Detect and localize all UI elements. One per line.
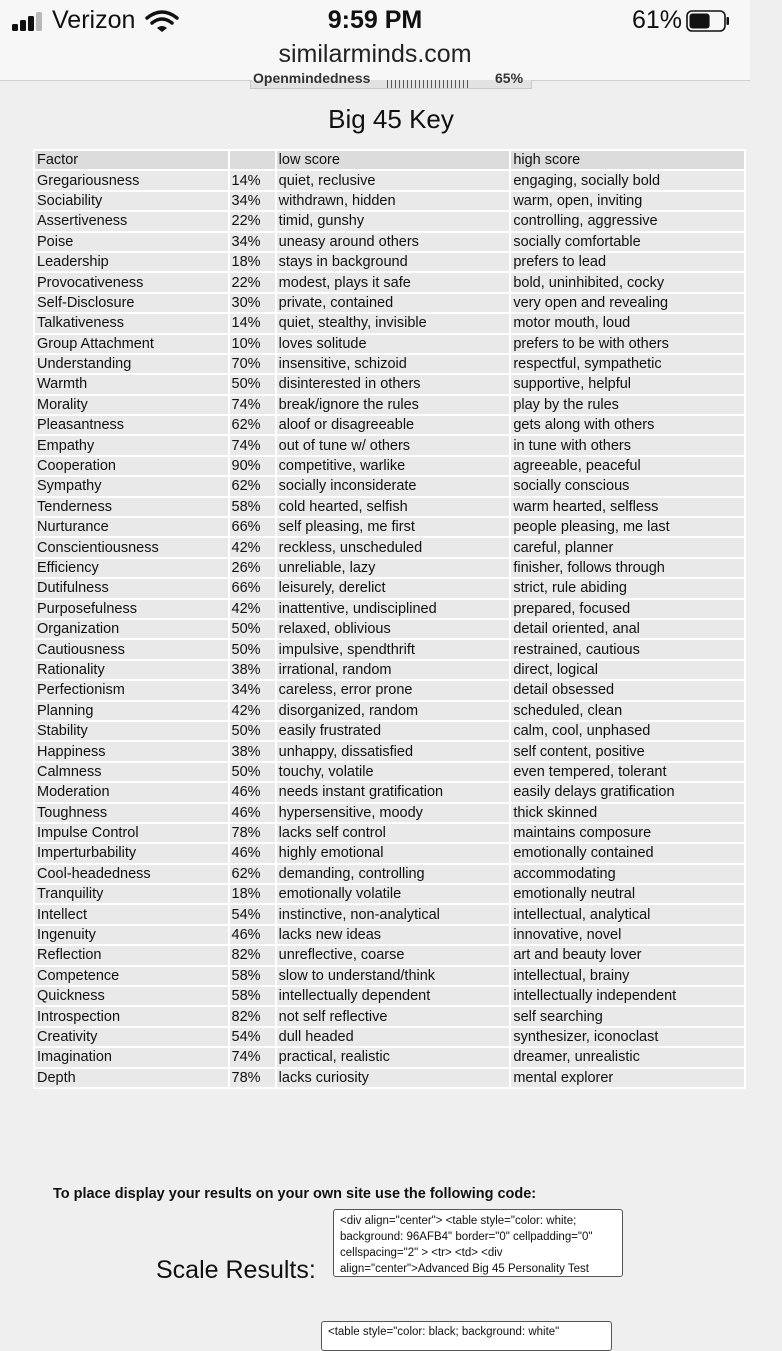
table-row [35,600,744,618]
high-score-cell: strict, rule abiding [511,579,744,597]
high-score-cell: self content, positive [511,742,744,760]
score-cell: 34% [230,681,275,699]
low-score-cell: quiet, reclusive [277,171,510,189]
low-score-cell: instinctive, non-analytical [277,905,510,923]
score-cell: 14% [230,314,275,332]
factor-cell: Purposefulness [35,600,228,618]
score-cell: 50% [230,763,275,781]
high-score-cell: bold, uninhibited, cocky [511,273,744,291]
low-score-cell: loves solitude [277,335,510,353]
table-row [35,844,744,862]
score-cell: 42% [230,600,275,618]
high-score-cell: warm, open, inviting [511,192,744,210]
factor-cell: Organization [35,620,228,638]
high-score-cell: even tempered, tolerant [511,763,744,781]
low-score-cell: unreliable, lazy [277,559,510,577]
table-row [35,722,744,740]
score-cell: 54% [230,1028,275,1046]
factor-cell: Self-Disclosure [35,294,228,312]
table-row [35,987,744,1005]
factor-cell: Gregariousness [35,171,228,189]
score-cell: 66% [230,579,275,597]
factor-cell: Ingenuity [35,926,228,944]
table-row [35,763,744,781]
table-row [35,681,744,699]
score-cell: 46% [230,844,275,862]
factor-cell: Efficiency [35,559,228,577]
low-score-cell: quiet, stealthy, invisible [277,314,510,332]
factor-cell: Sympathy [35,477,228,495]
high-score-cell: motor mouth, loud [511,314,744,332]
table-row [35,314,744,332]
factor-cell: Toughness [35,804,228,822]
score-cell: 78% [230,1069,275,1087]
score-cell: 14% [230,171,275,189]
key-table-body [35,171,744,1087]
factor-cell: Perfectionism [35,681,228,699]
high-score-cell: emotionally neutral [511,885,744,903]
table-row [35,640,744,658]
low-score-cell: unhappy, dissatisfied [277,742,510,760]
score-cell: 66% [230,518,275,536]
low-score-cell: easily frustrated [277,722,510,740]
score-cell: 46% [230,783,275,801]
table-row [35,926,744,944]
score-cell: 90% [230,457,275,475]
high-score-cell: restrained, cautious [511,640,744,658]
factor-cell: Morality [35,396,228,414]
table-row [35,335,744,353]
high-score-cell: socially conscious [511,477,744,495]
low-score-cell: socially inconsiderate [277,477,510,495]
header-factor: Factor [35,151,228,169]
high-score-cell: agreeable, peaceful [511,457,744,475]
header-score [230,151,275,169]
high-score-cell: careful, planner [511,538,744,556]
high-score-cell: gets along with others [511,416,744,434]
low-score-cell: highly emotional [277,844,510,862]
score-cell: 22% [230,273,275,291]
score-cell: 10% [230,335,275,353]
table-row [35,967,744,985]
table-row [35,1007,744,1025]
score-cell: 22% [230,212,275,230]
score-cell: 50% [230,620,275,638]
high-score-cell: in tune with others [511,436,744,454]
score-cell: 50% [230,375,275,393]
factor-cell: Imagination [35,1048,228,1066]
embed-instructions: To place display your results on your own site use the following code: [53,1186,537,1202]
factor-cell: Talkativeness [35,314,228,332]
factor-cell: Cooperation [35,457,228,475]
high-score-cell: synthesizer, iconoclast [511,1028,744,1046]
high-score-cell: self searching [511,1007,744,1025]
table-header-row [35,151,744,169]
low-score-cell: break/ignore the rules [277,396,510,414]
header-low-score: low score [277,151,510,169]
high-score-cell: intellectual, analytical [511,905,744,923]
high-score-cell: mental explorer [511,1069,744,1087]
score-cell: 78% [230,824,275,842]
high-score-cell: prefers to lead [511,253,744,271]
score-cell: 70% [230,355,275,373]
score-cell: 46% [230,804,275,822]
factor-cell: Depth [35,1069,228,1087]
table-row [35,661,744,679]
high-score-cell: prefers to be with others [511,335,744,353]
factor-cell: Quickness [35,987,228,1005]
factor-cell: Planning [35,702,228,720]
low-score-cell: needs instant gratification [277,783,510,801]
high-score-cell: direct, logical [511,661,744,679]
low-score-cell: lacks self control [277,824,510,842]
low-score-cell: competitive, warlike [277,457,510,475]
table-row [35,579,744,597]
score-cell: 58% [230,498,275,516]
low-score-cell: modest, plays it safe [277,273,510,291]
factor-cell: Cool-headedness [35,865,228,883]
table-row [35,742,744,760]
score-cell: 26% [230,559,275,577]
low-score-cell: leisurely, derelict [277,579,510,597]
carrier-name: Verizon [52,6,136,34]
high-score-cell: detail obsessed [511,681,744,699]
score-cell: 62% [230,865,275,883]
table-row [35,1028,744,1046]
low-score-cell: withdrawn, hidden [277,192,510,210]
low-score-cell: reckless, unscheduled [277,538,510,556]
high-score-cell: supportive, helpful [511,375,744,393]
low-score-cell: cold hearted, selfish [277,498,510,516]
big45-key-table [33,149,746,1089]
table-row [35,1048,744,1066]
score-cell: 42% [230,538,275,556]
high-score-cell: engaging, socially bold [511,171,744,189]
low-score-cell: hypersensitive, moody [277,804,510,822]
table-row [35,436,744,454]
table-row [35,233,744,251]
low-score-cell: aloof or disagreeable [277,416,510,434]
low-score-cell: intellectually dependent [277,987,510,1005]
score-cell: 46% [230,926,275,944]
table-row [35,702,744,720]
factor-cell: Sociability [35,192,228,210]
high-score-cell: controlling, aggressive [511,212,744,230]
score-cell: 34% [230,233,275,251]
factor-cell: Stability [35,722,228,740]
factor-cell: Rationality [35,661,228,679]
score-cell: 62% [230,477,275,495]
table-row [35,416,744,434]
score-cell: 54% [230,905,275,923]
table-row [35,905,744,923]
table-row [35,253,744,271]
high-score-cell: calm, cool, unphased [511,722,744,740]
score-cell: 34% [230,192,275,210]
score-cell: 50% [230,722,275,740]
low-score-cell: timid, gunshy [277,212,510,230]
table-row [35,1069,744,1087]
factor-cell: Warmth [35,375,228,393]
high-score-cell: accommodating [511,865,744,883]
score-cell: 38% [230,661,275,679]
low-score-cell: careless, error prone [277,681,510,699]
factor-cell: Competence [35,967,228,985]
high-score-cell: scheduled, clean [511,702,744,720]
low-score-cell: inattentive, undisciplined [277,600,510,618]
scale-code-textarea[interactable]: <table style="color: black; background: white" [321,1321,612,1351]
factor-cell: Empathy [35,436,228,454]
embed-code-textarea[interactable]: <div align="center"> <table style="color: white; background: 96AFB4" border="0" cellpadding="0" cellspacing="2" > <tr> <td> <div align="center">Advanced Big 45 Personality Test [333,1209,623,1277]
table-row [35,355,744,373]
low-score-cell: self pleasing, me first [277,518,510,536]
table-row [35,273,744,291]
low-score-cell: relaxed, oblivious [277,620,510,638]
low-score-cell: not self reflective [277,1007,510,1025]
factor-cell: Tenderness [35,498,228,516]
high-score-cell: respectful, sympathetic [511,355,744,373]
high-score-cell: easily delays gratification [511,783,744,801]
table-row [35,396,744,414]
factor-cell: Group Attachment [35,335,228,353]
table-row [35,171,744,189]
previous-result-label: Openmindedness [253,70,371,86]
factor-cell: Conscientiousness [35,538,228,556]
high-score-cell: art and beauty lover [511,946,744,964]
score-cell: 74% [230,396,275,414]
high-score-cell: thick skinned [511,804,744,822]
score-cell: 50% [230,640,275,658]
factor-cell: Assertiveness [35,212,228,230]
low-score-cell: out of tune w/ others [277,436,510,454]
high-score-cell: finisher, follows through [511,559,744,577]
factor-cell: Creativity [35,1028,228,1046]
high-score-cell: prepared, focused [511,600,744,618]
table-row [35,824,744,842]
high-score-cell: emotionally contained [511,844,744,862]
previous-result-row [250,70,532,89]
previous-result-bar [387,80,469,88]
table-row [35,559,744,577]
low-score-cell: disorganized, random [277,702,510,720]
table-row [35,783,744,801]
table-row [35,946,744,964]
low-score-cell: irrational, random [277,661,510,679]
key-table-title: Big 45 Key [328,104,454,134]
low-score-cell: unreflective, coarse [277,946,510,964]
previous-result-value: 65% [495,70,524,86]
score-cell: 18% [230,253,275,271]
score-cell: 42% [230,702,275,720]
factor-cell: Calmness [35,763,228,781]
table-row [35,457,744,475]
table-row [35,498,744,516]
factor-cell: Introspection [35,1007,228,1025]
low-score-cell: disinterested in others [277,375,510,393]
low-score-cell: demanding, controlling [277,865,510,883]
factor-cell: Nurturance [35,518,228,536]
high-score-cell: dreamer, unrealistic [511,1048,744,1066]
table-row [35,885,744,903]
low-score-cell: emotionally volatile [277,885,510,903]
table-row [35,865,744,883]
low-score-cell: stays in background [277,253,510,271]
high-score-cell: socially comfortable [511,233,744,251]
factor-cell: Impulse Control [35,824,228,842]
factor-cell: Leadership [35,253,228,271]
low-score-cell: dull headed [277,1028,510,1046]
score-cell: 58% [230,967,275,985]
factor-cell: Provocativeness [35,273,228,291]
score-cell: 30% [230,294,275,312]
factor-cell: Tranquility [35,885,228,903]
high-score-cell: very open and revealing [511,294,744,312]
factor-cell: Intellect [35,905,228,923]
battery-icon [686,10,730,32]
factor-cell: Pleasantness [35,416,228,434]
score-cell: 18% [230,885,275,903]
factor-cell: Poise [35,233,228,251]
factor-cell: Happiness [35,742,228,760]
low-score-cell: practical, realistic [277,1048,510,1066]
score-cell: 82% [230,946,275,964]
factor-cell: Understanding [35,355,228,373]
factor-cell: Imperturbability [35,844,228,862]
table-row [35,804,744,822]
header-high-score: high score [511,151,744,169]
score-cell: 38% [230,742,275,760]
battery-percentage: 61% [632,6,683,34]
factor-cell: Moderation [35,783,228,801]
table-row [35,518,744,536]
table-row [35,294,744,312]
low-score-cell: lacks new ideas [277,926,510,944]
high-score-cell: innovative, novel [511,926,744,944]
high-score-cell: intellectual, brainy [511,967,744,985]
high-score-cell: detail oriented, anal [511,620,744,638]
low-score-cell: insensitive, schizoid [277,355,510,373]
high-score-cell: people pleasing, me last [511,518,744,536]
table-row [35,620,744,638]
high-score-cell: intellectually independent [511,987,744,1005]
address-bar-url[interactable]: similarminds.com [278,40,472,68]
table-row [35,375,744,393]
low-score-cell: impulsive, spendthrift [277,640,510,658]
score-cell: 62% [230,416,275,434]
score-cell: 82% [230,1007,275,1025]
factor-cell: Reflection [35,946,228,964]
score-cell: 58% [230,987,275,1005]
status-bar [0,0,750,81]
clock: 9:59 PM [327,6,423,34]
factor-cell: Dutifulness [35,579,228,597]
low-score-cell: slow to understand/think [277,967,510,985]
table-row [35,538,744,556]
high-score-cell: warm hearted, selfless [511,498,744,516]
table-row [35,212,744,230]
scale-results-label: Scale Results: [156,1256,316,1284]
factor-cell: Cautiousness [35,640,228,658]
score-cell: 74% [230,1048,275,1066]
table-row [35,192,744,210]
high-score-cell: play by the rules [511,396,744,414]
low-score-cell: uneasy around others [277,233,510,251]
low-score-cell: lacks curiosity [277,1069,510,1087]
table-row [35,477,744,495]
low-score-cell: private, contained [277,294,510,312]
score-cell: 74% [230,436,275,454]
high-score-cell: maintains composure [511,824,744,842]
low-score-cell: touchy, volatile [277,763,510,781]
